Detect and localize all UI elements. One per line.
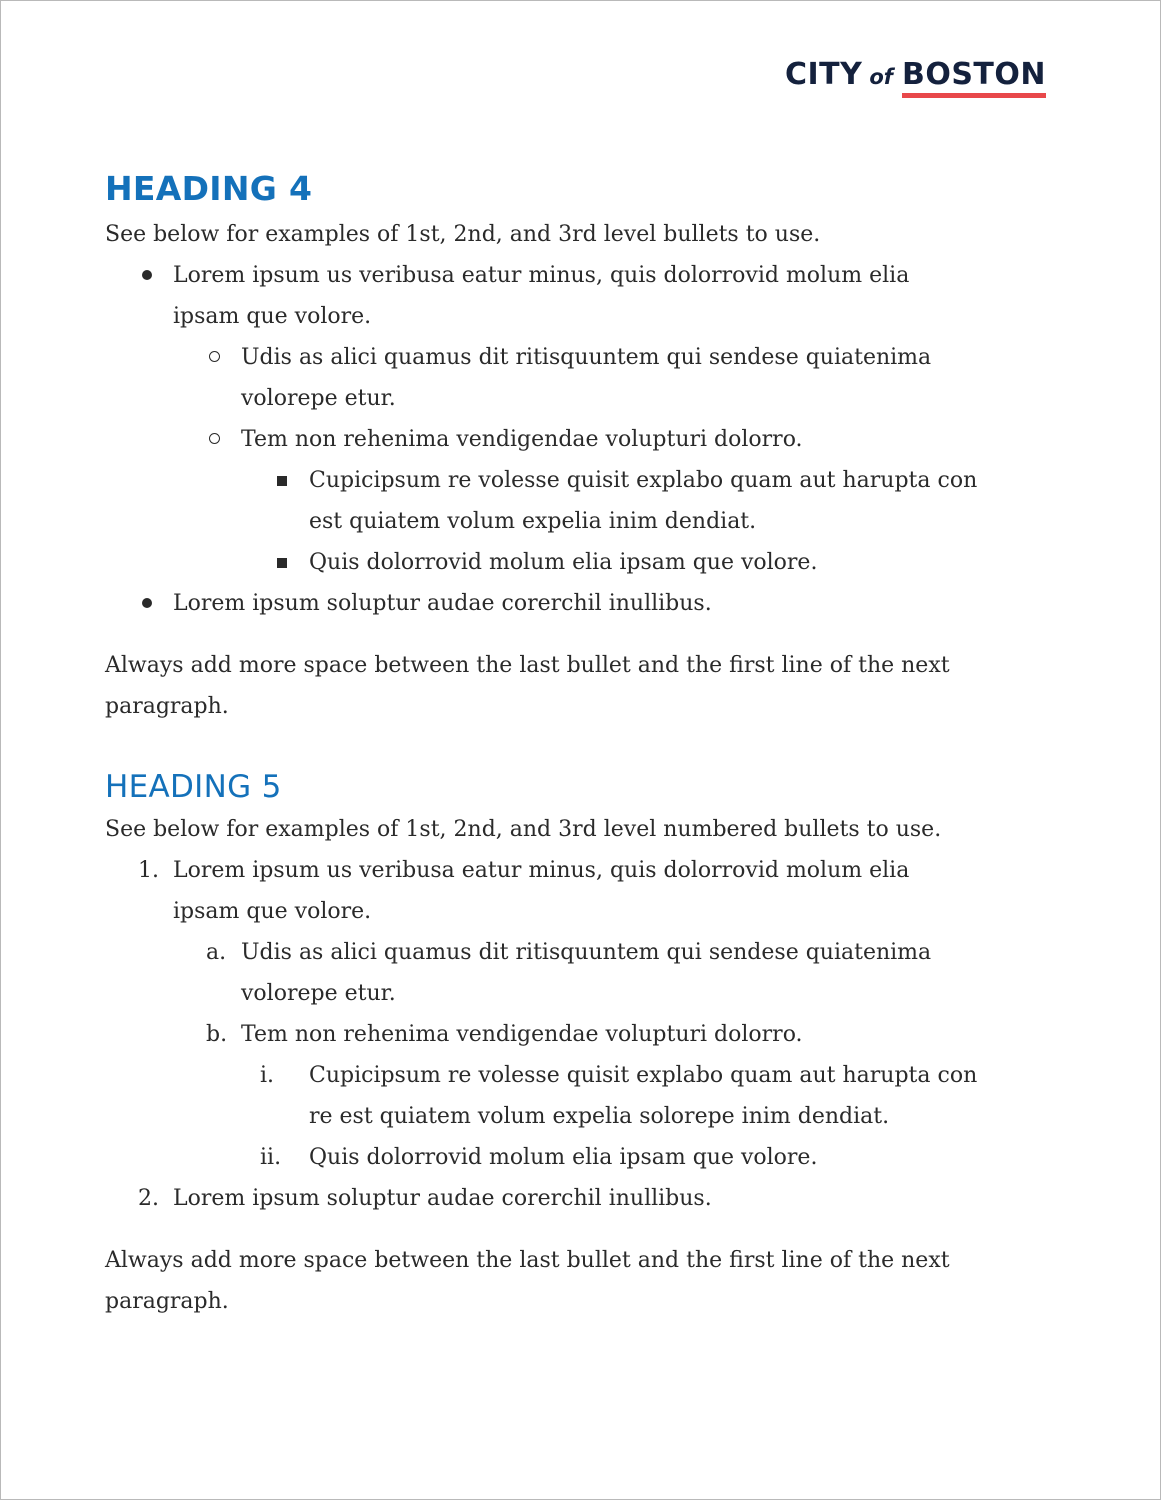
square-bullet-icon (277, 476, 287, 486)
city-of-boston-logo (785, 57, 1046, 101)
heading-5-after-paragraph: Always add more space between the last bullet and the first line of the next paragraph. (105, 1248, 950, 1314)
list-number: 2. (138, 1186, 159, 1211)
list-number: i. (260, 1063, 275, 1088)
circle-bullet-icon (209, 351, 220, 362)
list-number: a. (206, 940, 227, 965)
list-item: ii. Quis dolorrovid molum elia ipsam que volore. (105, 1137, 1005, 1178)
list-item: Lorem ipsum us veribusa eatur minus, quis dolorrovid molum elia ipsam que volore. (105, 255, 1005, 337)
circle-bullet-icon (209, 433, 220, 444)
bullet-list (105, 255, 1005, 624)
list-item: Lorem ipsum soluptur audae corerchil inullibus. (105, 583, 1005, 624)
list-item: 1. Lorem ipsum us veribusa eatur minus, quis dolorrovid molum elia ipsam que volore. (105, 850, 1005, 932)
heading-4-intro: See below for examples of 1st, 2nd, and 3rd level bullets to use. (105, 222, 821, 247)
list-item: Tem non rehenima vendigendae volupturi dolorro. (105, 419, 1005, 460)
disc-bullet-icon (142, 598, 152, 608)
heading-5-intro: See below for examples of 1st, 2nd, and 3rd level numbered bullets to use. (105, 817, 942, 842)
list-item: i. Cupicipsum re volesse quisit explabo quam aut harupta con re est quiatem volum expelia solorepe inim dendiat. (105, 1055, 1005, 1137)
heading-4-after-paragraph: Always add more space between the last bullet and the first line of the next paragraph. (105, 653, 950, 719)
square-bullet-icon (277, 558, 287, 568)
list-number: ii. (260, 1145, 282, 1170)
list-item: b. Tem non rehenima vendigendae volupturi dolorro. (105, 1014, 1005, 1055)
logo-of-text: of (869, 65, 893, 89)
numbered-list (105, 850, 1005, 1219)
list-item: Cupicipsum re volesse quisit explabo quam aut harupta con est quiatem volum expelia inim dendiat. (105, 460, 1005, 542)
list-item: 2. Lorem ipsum soluptur audae corerchil inullibus. (105, 1178, 1005, 1219)
list-number: 1. (138, 858, 159, 883)
disc-bullet-icon (142, 270, 152, 280)
list-item: a. Udis as alici quamus dit ritisquuntem qui sendese quiatenima volorepe etur. (105, 932, 1005, 1014)
heading-4: HEADING 4 (105, 169, 313, 208)
logo-boston-text: BOSTON (901, 57, 1047, 92)
logo-city-text: CITY (785, 57, 863, 92)
list-number: b. (206, 1022, 228, 1047)
heading-5: HEADING 5 (105, 769, 282, 805)
document-content (105, 161, 1005, 1322)
list-item: Quis dolorrovid molum elia ipsam que volore. (105, 542, 1005, 583)
list-item: Udis as alici quamus dit ritisquuntem qui sendese quiatenima volorepe etur. (105, 337, 1005, 419)
